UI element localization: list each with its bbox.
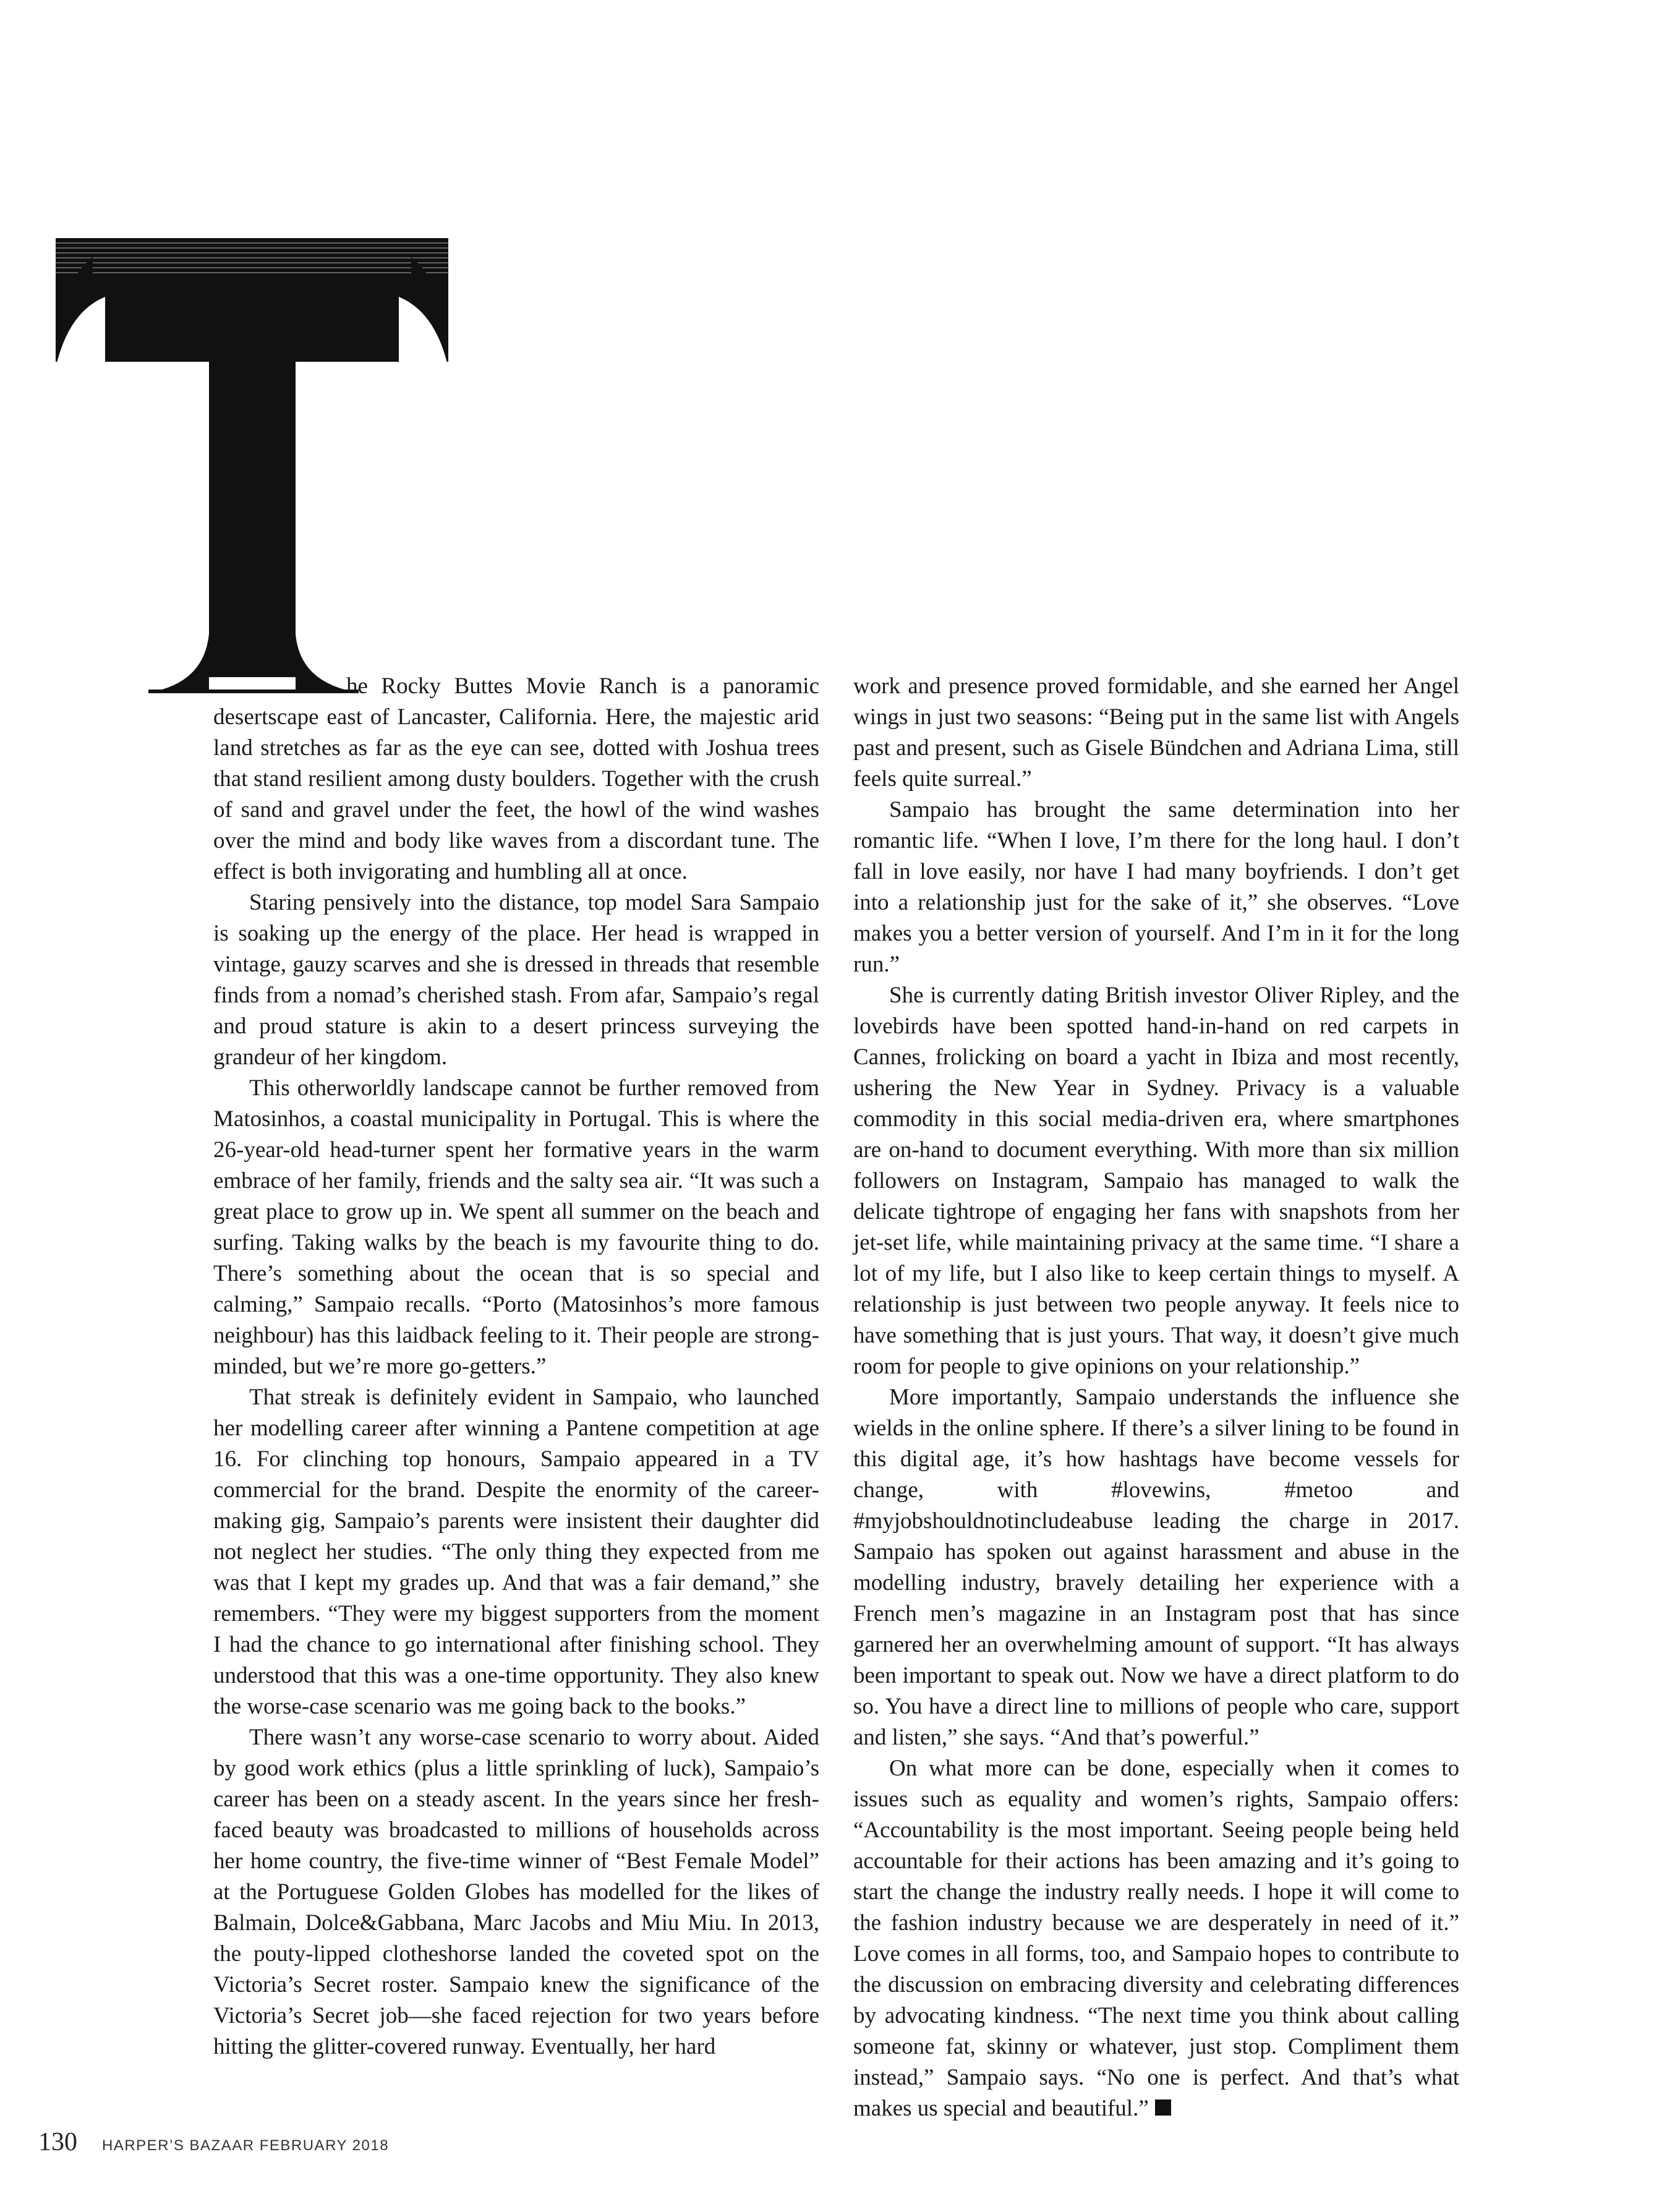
drop-cap-glyph [56,238,448,699]
paragraph: That streak is definitely evident in Sampaio, who launched her modelling career after winning a Pantene competition at age 16. For clinching top honours, Sampaio appeared in a TV commercial for the brand. Despite the enormity of the career-making gig, Sampaio’s parents were insistent their daughter did not neglect her studies. “The only thing they expected from me was that I kept my grades up. And that was a fair demand,” she remembers. “They were my biggest supporters from the moment I had the chance to go international after finishing school. They understood that this was a one-time opportunity. They also knew the worse-case scenario was me going back to the books.” [213,1385,819,1719]
page-number: 130 [38,2128,77,2156]
paragraph: She is currently dating British investor Oliver Ripley, and the lovebirds have been spotted hand-in-hand on red carpets in Cannes, frolicking on board a yacht in Ibiza and most recently, ushering the New Year in Sydney. Privacy is a valuable commodity in this social media-driven era, where smartphones are on-hand to document everything. With more than six million followers on Instagram, Sampaio has managed to walk the delicate tightrope of engaging her fans with snapshots from her jet-set life, while maintaining privacy at the same time. “I share a lot of my life, but I also like to keep certain things to myself. A relationship is just between two people anyway. It feels nice to have something that is just yours. That way, it doesn’t give much room for people to give opinions on your relationship.” [853,983,1459,1379]
article-column-right [853,671,1459,2124]
paragraph-text: he Rocky Buttes Movie Ranch is a panoramic desertscape east of Lancaster, California. Here, the majestic arid land stretches as far as the eye can see, dotted with Joshua trees that stand resilient among dusty boulders. Together with the crush of sand and gravel under the feet, the howl of the wind washes over the mind and body like waves from a discordant tune. The effect is both invigorating and humbling all at once. [213,673,819,884]
drop-cap-letter [56,238,448,699]
paragraph-last [853,1753,1459,2124]
paragraph: This otherworldly landscape cannot be further removed from Matosinhos, a coastal municipality in Portugal. This is where the 26-year-old head-turner spent her formative years in the warm embrace of her family, friends and the salty sea air. “It was such a great place to grow up in. We spent all summer on the beach and surfing. Taking walks by the beach is my favourite thing to do. There’s something about the ocean that is so special and calming,” Sampaio recalls. “Porto (Matosinhos’s more famous neighbour) has this laidback feeling to it. Their people are strong-minded, but we’re more go-getters.” [213,1075,819,1379]
paragraph-text: On what more can be done, especially when it comes to issues such as equality and women’s rights, Sampaio offers: “Accountability is the most important. Seeing people being held accountable for their actions has been amazing and it’s going to start the change the industry really needs. I hope it will come to the fashion industry because we are desperately in need of it.” Love comes in all forms, too, and Sampaio hopes to contribute to the discussion on embracing diversity and celebrating differences by advocating kindness. “The next time you think about calling someone fat, skinny or whatever, just stop. Compliment them instead,” Sampaio says. “No one is perfect. And that’s what makes us special and beautiful.” [853,1756,1459,2121]
paragraph: work and presence proved formidable, and she earned her Angel wings in just two seasons: “Being put in the same list with Angels past and present, such as Gisele Bündchen and Adriana Lima, still feels quite surreal.” [853,673,1459,792]
paragraph: There wasn’t any worse-case scenario to worry about. Aided by good work ethics (plus a little sprinkling of luck), Sampaio’s career has been on a steady ascent. In the years since her fresh-faced beauty was broadcasted to millions of households across her home country, the five-time winner of “Best Female Model” at the Portuguese Golden Globes has modelled for the likes of Balmain, Dolce&Gabbana, Marc Jacobs and Miu Miu. In 2013, the pouty-lipped clotheshorse landed the coveted spot on the Victoria’s Secret roster. Sampaio knew the significance of the Victoria’s Secret job—she faced rejection for two years before hitting the glitter-covered runway. Eventually, her hard [213,1725,819,2059]
publication-label: HARPER’S BAZAAR FEBRUARY 2018 [102,2137,390,2154]
paragraph: Staring pensively into the distance, top model Sara Sampaio is soaking up the energy of the place. Her head is wrapped in vintage, gauzy scarves and she is dressed in threads that resemble finds from a nomad’s cherished stash. From afar, Sampaio’s regal and proud stature is akin to a desert princess surveying the grandeur of her kingdom. [213,890,819,1070]
page-footer [38,2127,389,2157]
paragraph [213,671,819,887]
paragraph: More importantly, Sampaio understands the influence she wields in the online sphere. If there’s a silver lining to be found in this digital age, it’s how hashtags have become vessels for change, with #lovewins, #metoo and #myjobshouldnotincludeabuse leading the charge in 2017. Sampaio has spoken out against harassment and abuse in the modelling industry, bravely detailing her experience with a French men’s magazine in an Instagram post that has since garnered her an overwhelming amount of support. “It has always been important to speak out. Now we have a direct platform to do so. You have a direct line to millions of people who care, support and listen,” she says. “And that’s powerful.” [853,1385,1459,1750]
article-column-left [213,671,819,2062]
end-mark-icon [1155,2099,1171,2116]
paragraph: Sampaio has brought the same determination into her romantic life. “When I love, I’m there for the long haul. I don’t fall in love easily, nor have I had many boyfriends. I don’t get into a relationship just for the sake of it,” she observes. “Love makes you a better version of yourself. And I’m in it for the long run.” [853,797,1459,977]
